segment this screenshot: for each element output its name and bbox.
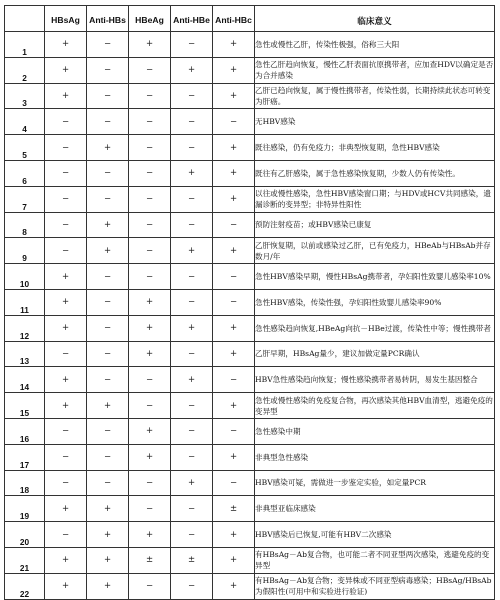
anti-hbc-result: + (213, 83, 255, 109)
table-row (5, 547, 495, 573)
hbsag-result: + (45, 83, 87, 109)
anti-hbs-result: − (87, 315, 129, 341)
row-number: 17 (5, 444, 45, 470)
clinical-meaning: 急性HBV感染，传染性强，孕妇阳性致婴儿感染率90% (255, 289, 495, 315)
anti-hbe-result: + (171, 315, 213, 341)
clinical-meaning: 急性HBV感染早期，慢性HBsAg携带者，孕妇阳性致婴儿感染率10% (255, 264, 495, 290)
anti-hbe-result: + (171, 470, 213, 496)
row-number: 5 (5, 135, 45, 161)
anti-hbs-result: + (87, 522, 129, 548)
clinical-meaning: 既往有乙肝感染，属于急性感染恢复期，少数人仍有传染性。 (255, 160, 495, 186)
table-row (5, 496, 495, 522)
hbv-serology-sheet (4, 5, 494, 599)
anti-hbc-result: + (213, 315, 255, 341)
row-number: 14 (5, 367, 45, 393)
anti-hbe-result: − (171, 496, 213, 522)
row-number: 22 (5, 573, 45, 599)
hbsag-result: + (45, 573, 87, 599)
row-number: 2 (5, 57, 45, 83)
header-hbeag: HBeAg (129, 6, 171, 32)
row-number: 4 (5, 109, 45, 135)
anti-hbe-result: − (171, 135, 213, 161)
clinical-meaning: 急性或慢性乙肝，传染性极强，俗称三大阳 (255, 32, 495, 58)
hbsag-result: + (45, 367, 87, 393)
hbeag-result: − (129, 573, 171, 599)
clinical-meaning: HBV感染可疑，需做进一步鉴定实验，如定量PCR (255, 470, 495, 496)
anti-hbc-result: ± (213, 496, 255, 522)
row-number: 1 (5, 32, 45, 58)
hbsag-result: − (45, 135, 87, 161)
clinical-meaning: 急性或慢性感染的免疫复合物，再次感染其他HBV血清型，逃避免疫的变异型 (255, 393, 495, 419)
anti-hbs-result: − (87, 341, 129, 367)
anti-hbe-result: + (171, 160, 213, 186)
table-row (5, 289, 495, 315)
clinical-meaning: 急性感染中期 (255, 418, 495, 444)
anti-hbs-result: − (87, 444, 129, 470)
header-row (5, 6, 495, 32)
clinical-meaning: 非典型亚临床感染 (255, 496, 495, 522)
anti-hbc-result: + (213, 135, 255, 161)
hbeag-result: + (129, 444, 171, 470)
table-row (5, 418, 495, 444)
anti-hbs-result: − (87, 418, 129, 444)
hbeag-result: ± (129, 547, 171, 573)
anti-hbe-result: − (171, 186, 213, 212)
row-number: 8 (5, 212, 45, 238)
anti-hbe-result: − (171, 393, 213, 419)
hbsag-result: + (45, 547, 87, 573)
clinical-meaning: 有HBsAg－Ab复合物，也可能二者不同亚型两次感染，逃避免疫的变异型 (255, 547, 495, 573)
table-row (5, 160, 495, 186)
hbeag-result: − (129, 496, 171, 522)
anti-hbe-result: − (171, 522, 213, 548)
anti-hbe-result: − (171, 444, 213, 470)
anti-hbs-result: + (87, 547, 129, 573)
hbsag-result: − (45, 212, 87, 238)
hbeag-result: + (129, 341, 171, 367)
hbsag-result: − (45, 341, 87, 367)
hbsag-result: − (45, 186, 87, 212)
hbeag-result: − (129, 264, 171, 290)
row-number: 9 (5, 238, 45, 264)
clinical-meaning: 急性感染趋向恢复,HBeAg向抗－HBe过渡，传染性中等；慢性携带者 (255, 315, 495, 341)
anti-hbs-result: − (87, 289, 129, 315)
anti-hbs-result: + (87, 135, 129, 161)
anti-hbs-result: + (87, 393, 129, 419)
row-number: 12 (5, 315, 45, 341)
anti-hbs-result: − (87, 470, 129, 496)
header-anti-hbs: Anti-HBs (87, 6, 129, 32)
hbsag-result: − (45, 418, 87, 444)
anti-hbs-result: − (87, 367, 129, 393)
anti-hbc-result: − (213, 367, 255, 393)
anti-hbc-result: + (213, 573, 255, 599)
hbsag-result: − (45, 470, 87, 496)
anti-hbc-result: − (213, 212, 255, 238)
anti-hbc-result: + (213, 393, 255, 419)
table-body (5, 32, 495, 600)
row-number: 20 (5, 522, 45, 548)
row-number: 16 (5, 418, 45, 444)
anti-hbc-result: − (213, 418, 255, 444)
hbsag-result: − (45, 522, 87, 548)
anti-hbe-result: + (171, 238, 213, 264)
anti-hbe-result: − (171, 264, 213, 290)
anti-hbe-result: − (171, 341, 213, 367)
clinical-meaning: 以往或慢性感染，急性HBV感染窗口期；与HDV或HCV共同感染，遗漏诊断的变异型；非特异性阳性 (255, 186, 495, 212)
clinical-meaning: HBV急性感染趋向恢复；慢性感染携带者易转阴，易发生基因整合 (255, 367, 495, 393)
header-clinical-meaning: 临床意义 (255, 6, 495, 32)
hbsag-result: + (45, 315, 87, 341)
anti-hbe-result: − (171, 212, 213, 238)
anti-hbe-result: − (171, 83, 213, 109)
hbsag-result: + (45, 264, 87, 290)
hbsag-result: + (45, 57, 87, 83)
hbeag-result: − (129, 160, 171, 186)
header-anti-hbc: Anti-HBc (213, 6, 255, 32)
hbeag-result: − (129, 470, 171, 496)
anti-hbc-result: + (213, 547, 255, 573)
header-anti-hbe: Anti-HBe (171, 6, 213, 32)
anti-hbe-result: − (171, 418, 213, 444)
clinical-meaning: 乙肝已趋向恢复，属于慢性携带者，传染性弱，长期持续此状态可转变为肝癌。 (255, 83, 495, 109)
hbeag-result: − (129, 109, 171, 135)
hbeag-result: − (129, 83, 171, 109)
row-number: 7 (5, 186, 45, 212)
hbsag-result: + (45, 496, 87, 522)
anti-hbs-result: − (87, 186, 129, 212)
anti-hbs-result: − (87, 32, 129, 58)
anti-hbs-result: − (87, 160, 129, 186)
table-row (5, 212, 495, 238)
table-row (5, 470, 495, 496)
hbsag-result: − (45, 109, 87, 135)
table-row (5, 315, 495, 341)
table-row (5, 109, 495, 135)
header-index (5, 6, 45, 32)
clinical-meaning: HBV感染后已恢复,可能有HBV二次感染 (255, 522, 495, 548)
anti-hbc-result: + (213, 444, 255, 470)
anti-hbe-result: − (171, 109, 213, 135)
table-row (5, 522, 495, 548)
hbeag-result: + (129, 418, 171, 444)
anti-hbe-result: − (171, 32, 213, 58)
clinical-meaning: 急性乙肝趋向恢复，慢性乙肝表面抗原携带者，应加查HDV以确定是否为合并感染 (255, 57, 495, 83)
anti-hbe-result: − (171, 573, 213, 599)
anti-hbs-result: − (87, 57, 129, 83)
clinical-meaning: 无HBV感染 (255, 109, 495, 135)
hbeag-result: − (129, 212, 171, 238)
row-number: 15 (5, 393, 45, 419)
hbeag-result: − (129, 57, 171, 83)
table-row (5, 186, 495, 212)
clinical-meaning: 乙肝早期，HBsAg量少，建议加做定量PCR确认 (255, 341, 495, 367)
hbsag-result: + (45, 289, 87, 315)
clinical-meaning: 有HBsAg－Ab复合物；变异株或不同亚型病毒感染；HBsAg/HBsAb为假阳性(可用中和实验进行验证) (255, 573, 495, 599)
clinical-meaning: 既往感染，仍有免疫力；非典型恢复期，急性HBV感染 (255, 135, 495, 161)
row-number: 10 (5, 264, 45, 290)
anti-hbc-result: − (213, 470, 255, 496)
anti-hbc-result: + (213, 522, 255, 548)
anti-hbs-result: + (87, 238, 129, 264)
anti-hbc-result: + (213, 186, 255, 212)
anti-hbc-result: + (213, 57, 255, 83)
table-row (5, 32, 495, 58)
anti-hbe-result: + (171, 367, 213, 393)
table-row (5, 83, 495, 109)
anti-hbc-result: + (213, 160, 255, 186)
table-row (5, 393, 495, 419)
header-hbsag: HBsAg (45, 6, 87, 32)
table-row (5, 444, 495, 470)
anti-hbs-result: + (87, 573, 129, 599)
hbsag-result: + (45, 393, 87, 419)
anti-hbc-result: − (213, 264, 255, 290)
anti-hbe-result: + (171, 57, 213, 83)
row-number: 13 (5, 341, 45, 367)
clinical-meaning: 乙肝恢复期，以前或感染过乙肝，已有免疫力，HBeAb与HBsAb并存数月/年 (255, 238, 495, 264)
hbsag-result: − (45, 238, 87, 264)
hbeag-result: − (129, 238, 171, 264)
table-row (5, 238, 495, 264)
anti-hbc-result: + (213, 32, 255, 58)
hbsag-result: − (45, 444, 87, 470)
hbeag-result: − (129, 393, 171, 419)
table-row (5, 341, 495, 367)
anti-hbc-result: + (213, 238, 255, 264)
anti-hbs-result: + (87, 212, 129, 238)
hbv-marker-table (4, 5, 495, 600)
anti-hbc-result: + (213, 341, 255, 367)
row-number: 21 (5, 547, 45, 573)
hbeag-result: + (129, 315, 171, 341)
table-row (5, 57, 495, 83)
clinical-meaning: 非典型急性感染 (255, 444, 495, 470)
anti-hbc-result: − (213, 109, 255, 135)
anti-hbs-result: − (87, 83, 129, 109)
table-row (5, 367, 495, 393)
row-number: 6 (5, 160, 45, 186)
hbeag-result: + (129, 32, 171, 58)
clinical-meaning: 预防注射疫苗；或HBV感染已康复 (255, 212, 495, 238)
anti-hbe-result: ± (171, 547, 213, 573)
table-row (5, 135, 495, 161)
anti-hbs-result: + (87, 496, 129, 522)
anti-hbs-result: − (87, 109, 129, 135)
anti-hbe-result: − (171, 289, 213, 315)
table-row (5, 264, 495, 290)
table-row (5, 573, 495, 599)
hbeag-result: − (129, 186, 171, 212)
row-number: 18 (5, 470, 45, 496)
hbeag-result: + (129, 289, 171, 315)
hbeag-result: − (129, 367, 171, 393)
hbsag-result: + (45, 32, 87, 58)
anti-hbc-result: − (213, 289, 255, 315)
hbeag-result: − (129, 135, 171, 161)
row-number: 11 (5, 289, 45, 315)
row-number: 3 (5, 83, 45, 109)
anti-hbs-result: − (87, 264, 129, 290)
row-number: 19 (5, 496, 45, 522)
hbeag-result: + (129, 522, 171, 548)
hbsag-result: − (45, 160, 87, 186)
